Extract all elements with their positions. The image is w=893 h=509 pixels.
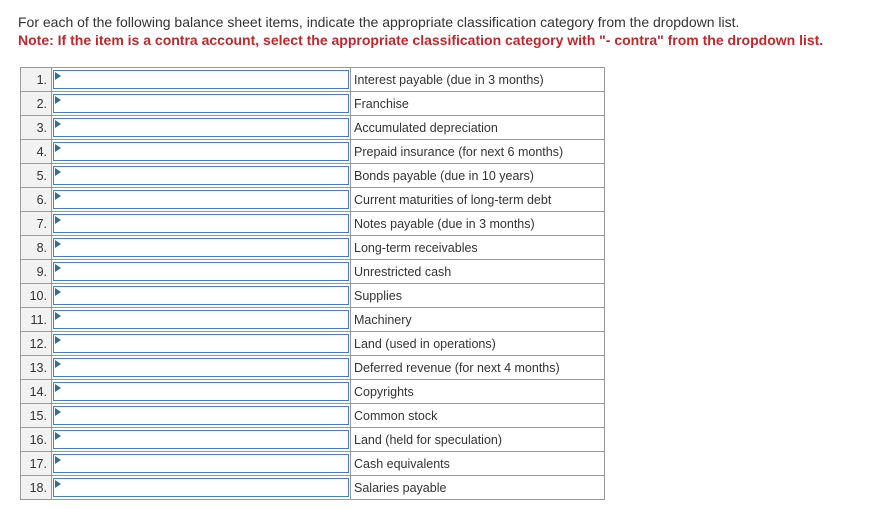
dropdown-arrow-icon bbox=[55, 216, 61, 224]
dropdown-cell bbox=[52, 404, 351, 428]
note-text: Note: If the item is a contra account, select the appropriate classification category with "- contra" from the dropdown list. bbox=[18, 32, 824, 48]
balance-sheet-item: Accumulated depreciation bbox=[351, 116, 605, 140]
row-number: 17. bbox=[21, 452, 52, 476]
dropdown-arrow-icon bbox=[55, 168, 61, 176]
dropdown-cell bbox=[52, 188, 351, 212]
dropdown-cell bbox=[52, 308, 351, 332]
table-row bbox=[21, 308, 605, 332]
table-row bbox=[21, 380, 605, 404]
dropdown-arrow-icon bbox=[55, 192, 61, 200]
dropdown-arrow-icon bbox=[55, 336, 61, 344]
classification-dropdown[interactable] bbox=[53, 70, 349, 89]
row-number: 4. bbox=[21, 140, 52, 164]
balance-sheet-item: Land (used in operations) bbox=[351, 332, 605, 356]
dropdown-cell bbox=[52, 212, 351, 236]
table-row bbox=[21, 284, 605, 308]
table-row bbox=[21, 92, 605, 116]
row-number: 11. bbox=[21, 308, 52, 332]
dropdown-cell bbox=[52, 356, 351, 380]
table-row bbox=[21, 404, 605, 428]
dropdown-cell bbox=[52, 116, 351, 140]
dropdown-arrow-icon bbox=[55, 384, 61, 392]
dropdown-cell bbox=[52, 68, 351, 92]
balance-sheet-item: Long-term receivables bbox=[351, 236, 605, 260]
row-number: 6. bbox=[21, 188, 52, 212]
classification-dropdown[interactable] bbox=[53, 478, 349, 497]
balance-sheet-item: Prepaid insurance (for next 6 months) bbox=[351, 140, 605, 164]
dropdown-arrow-icon bbox=[55, 360, 61, 368]
dropdown-cell bbox=[52, 164, 351, 188]
classification-dropdown[interactable] bbox=[53, 238, 349, 257]
table-row bbox=[21, 476, 605, 500]
balance-sheet-item: Machinery bbox=[351, 308, 605, 332]
balance-sheet-item: Interest payable (due in 3 months) bbox=[351, 68, 605, 92]
table-row bbox=[21, 140, 605, 164]
table-row bbox=[21, 116, 605, 140]
balance-sheet-item: Supplies bbox=[351, 284, 605, 308]
table-row bbox=[21, 260, 605, 284]
classification-dropdown[interactable] bbox=[53, 166, 349, 185]
dropdown-cell bbox=[52, 476, 351, 500]
balance-sheet-item: Franchise bbox=[351, 92, 605, 116]
balance-sheet-item: Unrestricted cash bbox=[351, 260, 605, 284]
dropdown-arrow-icon bbox=[55, 312, 61, 320]
table-row bbox=[21, 212, 605, 236]
table-row bbox=[21, 356, 605, 380]
dropdown-arrow-icon bbox=[55, 480, 61, 488]
balance-sheet-item: Land (held for speculation) bbox=[351, 428, 605, 452]
balance-sheet-item: Copyrights bbox=[351, 380, 605, 404]
dropdown-cell bbox=[52, 236, 351, 260]
classification-dropdown[interactable] bbox=[53, 190, 349, 209]
row-number: 9. bbox=[21, 260, 52, 284]
balance-sheet-item: Current maturities of long-term debt bbox=[351, 188, 605, 212]
classification-dropdown[interactable] bbox=[53, 454, 349, 473]
table-row bbox=[21, 236, 605, 260]
balance-sheet-item: Deferred revenue (for next 4 months) bbox=[351, 356, 605, 380]
instructions-text: For each of the following balance sheet items, indicate the appropriate classification category from the dropdown list. bbox=[18, 14, 740, 30]
balance-sheet-item: Cash equivalents bbox=[351, 452, 605, 476]
dropdown-arrow-icon bbox=[55, 408, 61, 416]
classification-dropdown[interactable] bbox=[53, 406, 349, 425]
dropdown-cell bbox=[52, 452, 351, 476]
row-number: 10. bbox=[21, 284, 52, 308]
balance-sheet-item: Bonds payable (due in 10 years) bbox=[351, 164, 605, 188]
classification-dropdown[interactable] bbox=[53, 286, 349, 305]
classification-dropdown[interactable] bbox=[53, 94, 349, 113]
dropdown-arrow-icon bbox=[55, 432, 61, 440]
row-number: 2. bbox=[21, 92, 52, 116]
dropdown-arrow-icon bbox=[55, 72, 61, 80]
dropdown-cell bbox=[52, 260, 351, 284]
dropdown-cell bbox=[52, 332, 351, 356]
classification-dropdown[interactable] bbox=[53, 142, 349, 161]
row-number: 15. bbox=[21, 404, 52, 428]
row-number: 5. bbox=[21, 164, 52, 188]
dropdown-arrow-icon bbox=[55, 144, 61, 152]
row-number: 7. bbox=[21, 212, 52, 236]
row-number: 3. bbox=[21, 116, 52, 140]
dropdown-arrow-icon bbox=[55, 96, 61, 104]
dropdown-arrow-icon bbox=[55, 264, 61, 272]
classification-dropdown[interactable] bbox=[53, 214, 349, 233]
dropdown-cell bbox=[52, 140, 351, 164]
dropdown-cell bbox=[52, 428, 351, 452]
row-number: 1. bbox=[21, 68, 52, 92]
dropdown-arrow-icon bbox=[55, 288, 61, 296]
dropdown-cell bbox=[52, 380, 351, 404]
dropdown-arrow-icon bbox=[55, 240, 61, 248]
classification-dropdown[interactable] bbox=[53, 262, 349, 281]
classification-dropdown[interactable] bbox=[53, 382, 349, 401]
dropdown-arrow-icon bbox=[55, 120, 61, 128]
classification-table bbox=[20, 67, 605, 500]
row-number: 18. bbox=[21, 476, 52, 500]
table-row bbox=[21, 428, 605, 452]
row-number: 14. bbox=[21, 380, 52, 404]
dropdown-cell bbox=[52, 92, 351, 116]
balance-sheet-item: Notes payable (due in 3 months) bbox=[351, 212, 605, 236]
row-number: 16. bbox=[21, 428, 52, 452]
classification-dropdown[interactable] bbox=[53, 118, 349, 137]
table-row bbox=[21, 188, 605, 212]
classification-dropdown[interactable] bbox=[53, 358, 349, 377]
table-row bbox=[21, 164, 605, 188]
dropdown-arrow-icon bbox=[55, 456, 61, 464]
row-number: 13. bbox=[21, 356, 52, 380]
dropdown-cell bbox=[52, 284, 351, 308]
balance-sheet-item: Salaries payable bbox=[351, 476, 605, 500]
balance-sheet-item: Common stock bbox=[351, 404, 605, 428]
classification-dropdown[interactable] bbox=[53, 310, 349, 329]
row-number: 12. bbox=[21, 332, 52, 356]
classification-dropdown[interactable] bbox=[53, 334, 349, 353]
classification-dropdown[interactable] bbox=[53, 430, 349, 449]
table-row bbox=[21, 452, 605, 476]
table-row bbox=[21, 68, 605, 92]
table-row bbox=[21, 332, 605, 356]
row-number: 8. bbox=[21, 236, 52, 260]
